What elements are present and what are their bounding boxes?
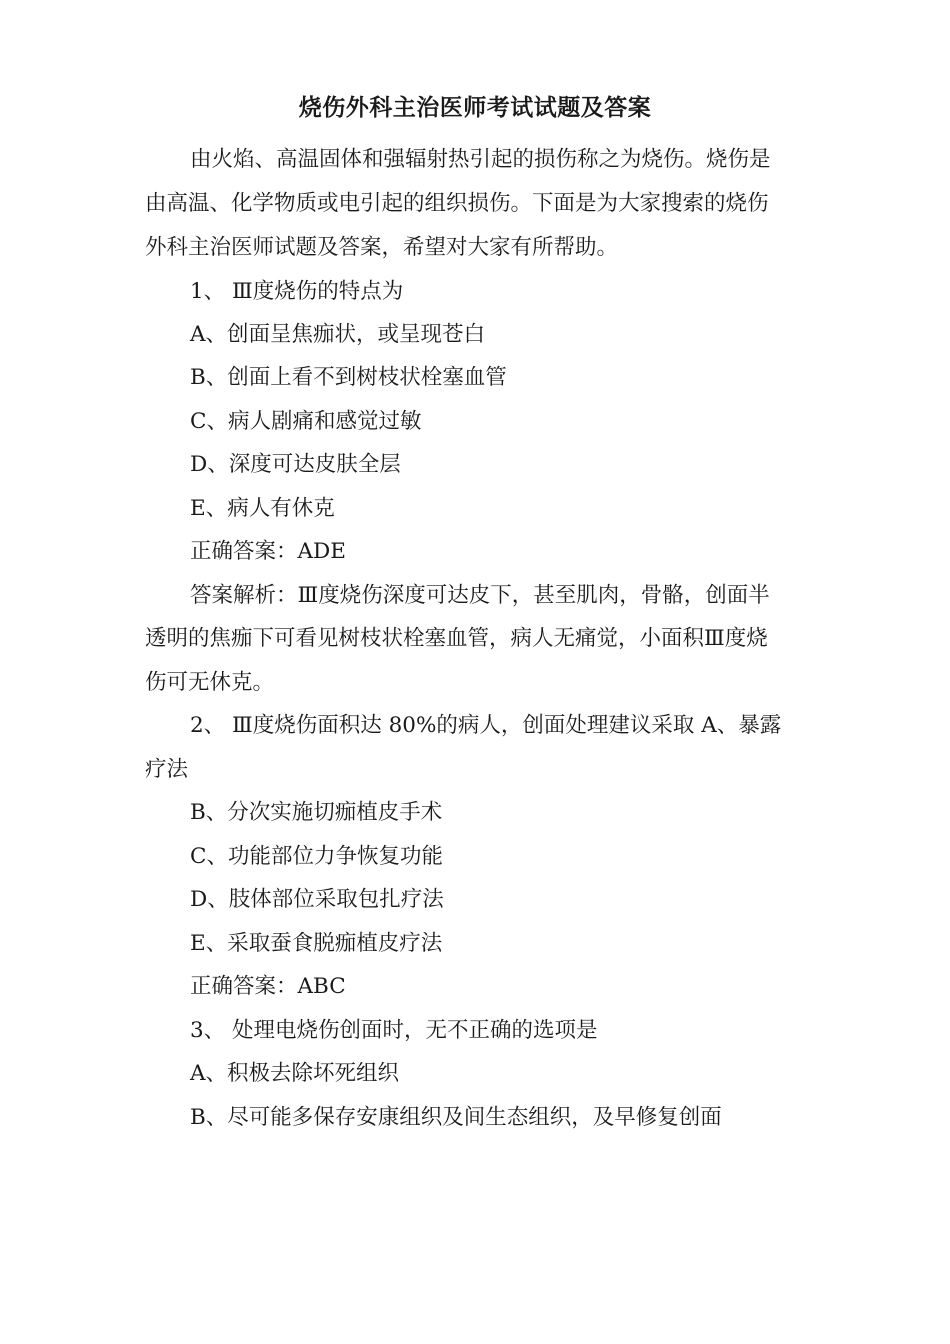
question-1-option-b: B、创面上看不到树枝状栓塞血管 (190, 365, 507, 390)
question-2-stem-line-2: 疗法 (145, 757, 189, 782)
question-1-stem: 1、 Ⅲ度烧伤的特点为 (190, 279, 404, 304)
question-1-answer: 正确答案：ADE (190, 539, 346, 564)
question-2-option-b: B、分次实施切痂植皮手术 (190, 800, 443, 825)
question-1-option-d: D、深度可达皮肤全层 (190, 452, 401, 477)
question-1-option-a: A、创面呈焦痂状，或呈现苍白 (190, 322, 486, 347)
question-2-stem-line-1: 2、 Ⅲ度烧伤面积达 80%的病人，创面处理建议采取 A、暴露 (190, 713, 782, 738)
question-1-analysis-line-1: 答案解析：Ⅲ度烧伤深度可达皮下，甚至肌肉，骨骼，创面半 (190, 583, 770, 608)
question-1-option-c: C、病人剧痛和感觉过敏 (190, 409, 422, 434)
question-3-stem: 3、 处理电烧伤创面时，无不正确的选项是 (190, 1018, 598, 1043)
question-1-analysis-line-2: 透明的焦痂下可看见树枝状栓塞血管，病人无痛觉，小面积Ⅲ度烧 (145, 626, 768, 651)
intro-line-1: 由火焰、高温固体和强辐射热引起的损伤称之为烧伤。烧伤是 (190, 147, 771, 172)
question-1-analysis-line-3: 伤可无休克。 (145, 670, 275, 695)
question-2-answer: 正确答案：ABC (190, 974, 346, 999)
question-3-option-a: A、积极去除坏死组织 (190, 1061, 400, 1086)
question-1-option-e: E、病人有休克 (190, 496, 335, 521)
intro-line-2: 由高温、化学物质或电引起的组织损伤。下面是为大家搜索的烧伤 (145, 191, 769, 216)
document-title: 烧伤外科主治医师考试试题及答案 (298, 94, 652, 121)
question-2-option-c: C、功能部位力争恢复功能 (190, 844, 443, 869)
question-3-option-b: B、尽可能多保存安康组织及间生态组织，及早修复创面 (190, 1105, 722, 1130)
question-2-option-d: D、肢体部位采取包扎疗法 (190, 887, 444, 912)
intro-line-3: 外科主治医师试题及答案，希望对大家有所帮助。 (145, 235, 619, 260)
question-2-option-e: E、采取蚕食脱痂植皮疗法 (190, 931, 443, 956)
